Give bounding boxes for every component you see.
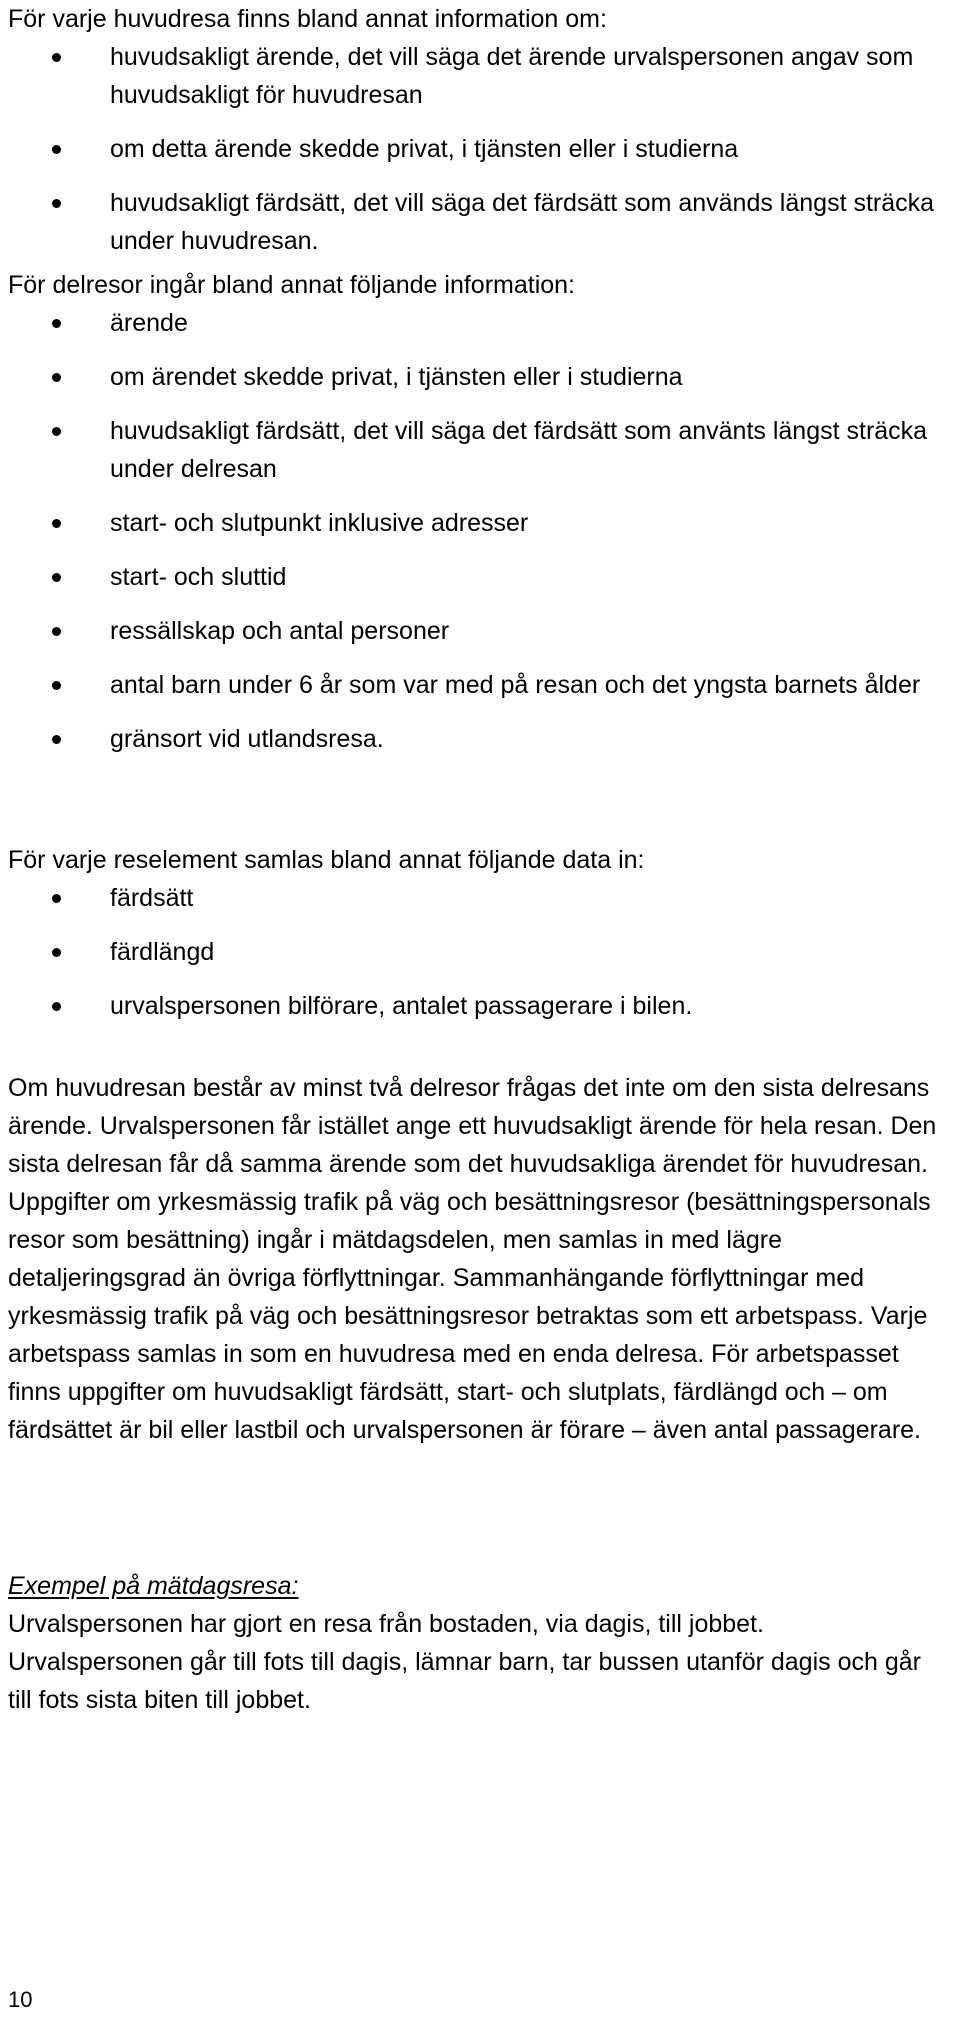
list-item [8, 412, 948, 488]
sub-trip-list [8, 304, 948, 758]
list-item [8, 38, 948, 114]
example-heading: Exempel på mätdagsresa: [8, 1572, 299, 1600]
list-item-text: färdlängd [110, 938, 215, 966]
list-item-text: gränsort vid utlandsresa. [110, 725, 384, 753]
bullet-icon [52, 894, 61, 903]
bullet-icon [52, 519, 61, 528]
list-item-text: start- och sluttid [110, 563, 287, 591]
list-item [8, 558, 948, 596]
list-item [8, 358, 948, 396]
list-item-text: urvalspersonen bilförare, antalet passagerare i bilen. [110, 992, 693, 1020]
bullet-icon [52, 53, 61, 62]
bullet-icon [52, 1002, 61, 1011]
travel-element-section [8, 841, 692, 1025]
sub-trip-section [8, 266, 948, 758]
list-item-text: huvudsakligt färdsätt, det vill säga det färdsätt som används längst sträcka under huvudresan. [110, 189, 935, 255]
example-line-2: Urvalspersonen går till fots till dagis, lämnar barn, tar bussen utanför dagis och går till fots sista biten till jobbet. [8, 1648, 921, 1714]
list-item [8, 504, 948, 542]
bullet-icon [52, 427, 61, 436]
list-item-text: start- och slutpunkt inklusive adresser [110, 509, 529, 537]
list-item [8, 987, 692, 1025]
page-number: 10 [8, 1987, 33, 2012]
list-item-text: huvudsakligt ärende, det vill säga det ärende urvalspersonen angav som huvudsakligt för huvudresan [110, 43, 914, 109]
list-item [8, 666, 948, 704]
list-item-text: huvudsakligt färdsätt, det vill säga det färdsätt som använts längst sträcka under delresan [110, 417, 928, 483]
main-trip-intro: För varje huvudresa finns bland annat information om: [8, 5, 607, 33]
list-item-text: om detta ärende skedde privat, i tjänsten eller i studierna [110, 135, 739, 163]
list-item [8, 720, 948, 758]
bullet-icon [52, 199, 61, 208]
bullet-icon [52, 735, 61, 744]
list-item [8, 933, 692, 971]
bullet-icon [52, 573, 61, 582]
main-trip-section [8, 0, 948, 260]
list-item [8, 879, 692, 917]
bullet-icon [52, 627, 61, 636]
bullet-icon [52, 319, 61, 328]
list-item-text: antal barn under 6 år som var med på resan och det yngsta barnets ålder [110, 671, 921, 699]
body-paragraphs [8, 1069, 948, 1449]
travel-element-intro: För varje reselement samlas bland annat följande data in: [8, 846, 645, 874]
list-item-text: färdsätt [110, 884, 194, 912]
bullet-icon [52, 681, 61, 690]
bullet-icon [52, 373, 61, 382]
list-item-text: ressällskap och antal personer [110, 617, 450, 645]
sub-trip-intro: För delresor ingår bland annat följande information: [8, 271, 576, 299]
main-trip-list [8, 38, 948, 260]
list-item [8, 612, 948, 650]
list-item-text: om ärendet skedde privat, i tjänsten eller i studierna [110, 363, 683, 391]
example-section [8, 1567, 948, 1719]
list-item [8, 130, 948, 168]
list-item [8, 304, 948, 342]
list-item-text: ärende [110, 309, 188, 337]
paragraph-last-subtrip: Om huvudresan består av minst två delresor frågas det inte om den sista delresans ärende. Urvalspersonen får istället ange ett huvudsakligt ärende för hela resan. Den sista delresan får då samma ärende som det huvudsakliga ärendet för huvudresan. [8, 1074, 937, 1178]
travel-element-list [8, 879, 692, 1025]
bullet-icon [52, 948, 61, 957]
paragraph-professional-traffic: Uppgifter om yrkesmässig trafik på väg och besättningsresor (besättningspersonals resor som besättning) ingår i mätdagsdelen, men samlas in med lägre detaljeringsgrad än övriga förflyttningar. Sammanhängande förflyttningar med yrkesmässig trafik på väg och besättningsresor betraktas som ett arbetspass. Varje arbetspass samlas in som en huvudresa med en enda delresa. För arbetspasset finns uppgifter om huvudsakligt färdsätt, start- och slutplats, färdlängd och – om färdsättet är bil eller lastbil och urvalspersonen är förare – även antal passagerare. [8, 1188, 931, 1444]
bullet-icon [52, 145, 61, 154]
example-line-1: Urvalspersonen har gjort en resa från bostaden, via dagis, till jobbet. [8, 1610, 764, 1638]
list-item [8, 184, 948, 260]
